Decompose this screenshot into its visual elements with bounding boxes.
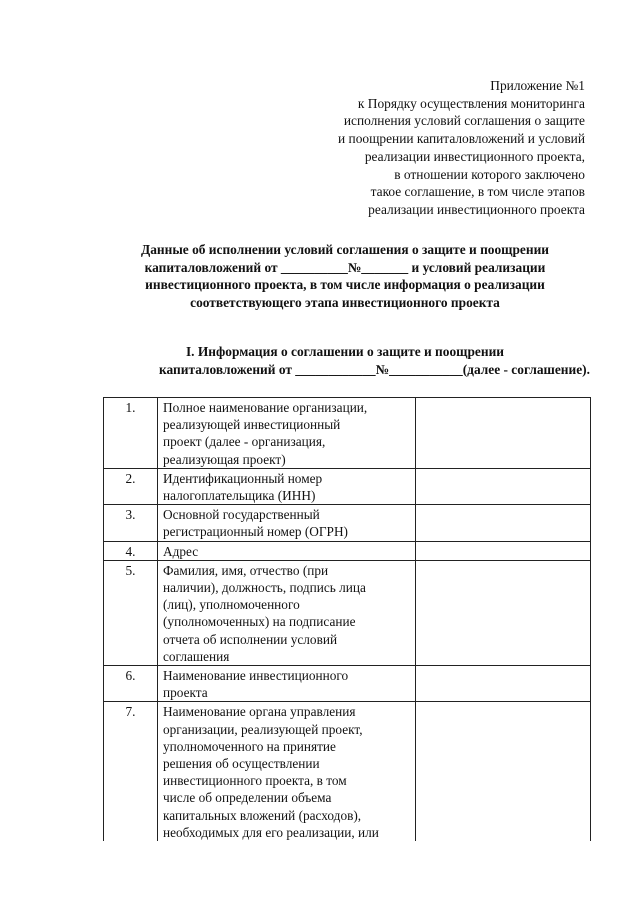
description-line: регистрационный номер (ОГРН) — [163, 524, 348, 540]
annex-line: и поощрении капиталовложений и условий — [338, 131, 585, 147]
row-value — [416, 560, 591, 665]
description-line: Основной государственный — [163, 507, 320, 523]
row-number: 5. — [104, 560, 158, 665]
row-value — [416, 468, 591, 504]
title-line: соответствующего этапа инвестиционного проекта — [190, 294, 500, 310]
row-description — [158, 398, 416, 469]
row-value — [416, 666, 591, 702]
description-line: инвестиционного проекта, в том — [163, 773, 347, 789]
description-line: решения об осуществлении — [163, 756, 320, 772]
annex-reference — [285, 77, 585, 219]
annex-line: такое соглашение, в том числе этапов — [370, 184, 585, 200]
annex-line: в отношении которого заключено — [394, 166, 585, 182]
row-value — [416, 505, 591, 541]
row-value — [416, 702, 591, 841]
description-line: реализующей инвестиционный — [163, 417, 341, 433]
description-line: капитальных вложений (расходов), — [163, 807, 362, 823]
row-number: 6. — [104, 666, 158, 702]
table-row — [104, 560, 591, 665]
row-value — [416, 398, 591, 469]
section-heading — [100, 343, 590, 378]
row-description — [158, 541, 416, 560]
description-line: (уполномоченных) на подписание — [163, 614, 356, 630]
row-description — [158, 468, 416, 504]
row-description — [158, 666, 416, 702]
row-description — [158, 560, 416, 665]
agreement-info-table — [103, 397, 591, 841]
annex-line: реализации инвестиционного проекта — [368, 201, 585, 217]
description-line: проект (далее - организация, — [163, 434, 326, 450]
annex-line: реализации инвестиционного проекта, — [364, 148, 585, 164]
annex-line: к Порядку осуществления мониторинга — [357, 95, 585, 111]
annex-line: Приложение №1 — [490, 78, 585, 93]
description-line: проекта — [163, 685, 208, 701]
row-number: 2. — [104, 468, 158, 504]
annex-line: исполнения условий соглашения о защите — [343, 113, 585, 129]
row-number: 7. — [104, 702, 158, 841]
row-number: 1. — [104, 398, 158, 469]
row-description — [158, 702, 416, 841]
table-row — [104, 468, 591, 504]
section-heading-line: капиталовложений от ____________№___________(далее - соглашение). — [159, 361, 590, 377]
description-line: Полное наименование организации, — [163, 400, 368, 415]
description-line: реализующая проект) — [163, 451, 286, 467]
row-number: 4. — [104, 541, 158, 560]
document-title — [100, 241, 590, 311]
description-line: отчета об исполнении условий — [163, 631, 338, 647]
description-line: Фамилия, имя, отчество (при — [163, 562, 329, 578]
description-line: (лиц), уполномоченного — [163, 597, 300, 613]
title-line: Данные об исполнении условий соглашения о защите и поощрении — [140, 242, 550, 257]
description-line: Наименование инвестиционного — [163, 668, 349, 684]
description-line: наличии), должность, подпись лица — [163, 580, 366, 596]
description-line: Наименование органа управления — [163, 704, 356, 720]
description-line: Идентификационный номер — [163, 470, 323, 486]
row-number: 3. — [104, 505, 158, 541]
description-line: соглашения — [163, 648, 230, 664]
section-heading-line: I. Информация о соглашении о защите и поощрении — [185, 344, 505, 359]
table-row — [104, 505, 591, 541]
table-row — [104, 398, 591, 469]
table-row — [104, 541, 591, 560]
row-value — [416, 541, 591, 560]
table-row — [104, 666, 591, 702]
title-line: инвестиционного проекта, в том числе информация о реализации — [145, 277, 545, 292]
agreement-info-table-body — [104, 398, 591, 842]
description-line: числе об определении объема — [163, 790, 332, 806]
title-line: капиталовложений от __________№_______ и условий реализации — [144, 259, 546, 275]
description-line: организации, реализующей проект, — [163, 721, 363, 737]
description-line: Адрес — [163, 543, 199, 559]
table-row — [104, 702, 591, 841]
row-description — [158, 505, 416, 541]
description-line: налогоплательщика (ИНН) — [163, 488, 316, 504]
description-line: необходимых для его реализации, или — [163, 824, 379, 840]
description-line: уполномоченного на принятие — [163, 738, 336, 754]
